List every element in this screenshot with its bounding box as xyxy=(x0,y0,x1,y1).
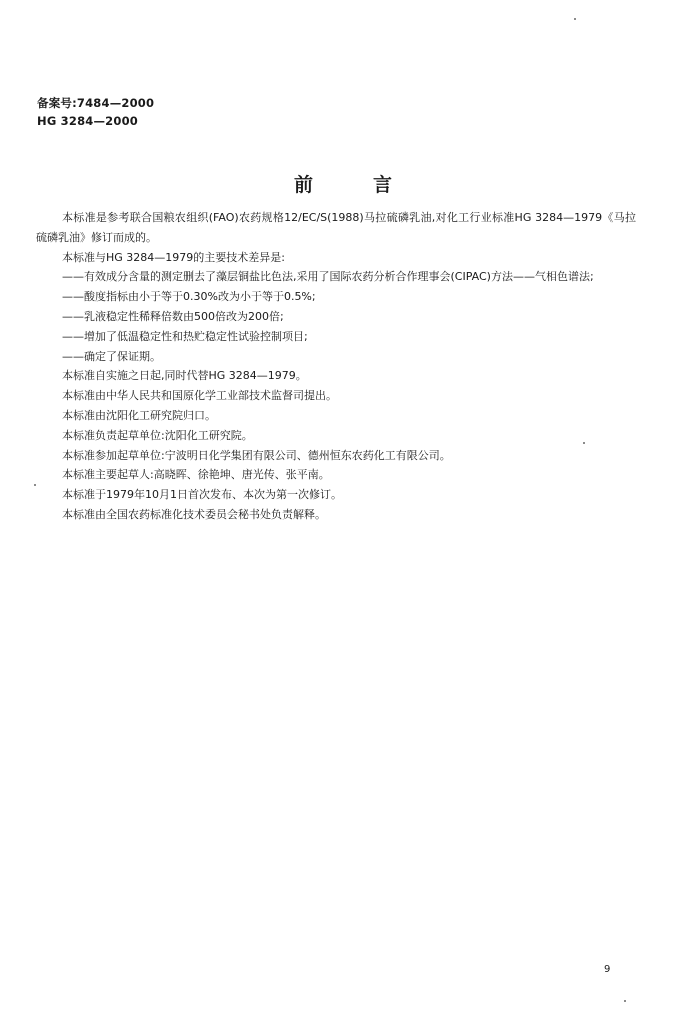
scan-speck xyxy=(574,18,576,20)
paragraph-drafting-unit: 本标准负责起草单位:沈阳化工研究院。 xyxy=(62,428,253,442)
paragraph-participating-units: 本标准参加起草单位:宁波明日化学集团有限公司、德州恒东农药化工有限公司。 xyxy=(62,448,451,462)
record-number: 备案号:7484—2000 xyxy=(37,96,155,110)
standard-code: HG 3284—2000 xyxy=(37,114,138,128)
list-item-content-method: ——有效成分含量的测定删去了藻层铜盐比色法,采用了国际农药分析合作理事会(CIPAC)方法——气相色谱法; xyxy=(62,270,594,284)
document-header xyxy=(37,94,154,130)
list-item-acidity: ——酸度指标由小于等于0.30%改为小于等于0.5%; xyxy=(62,290,316,304)
paragraph-publication-history: 本标准于1979年10月1日首次发布、本次为第一次修订。 xyxy=(62,488,342,502)
page-number: 9 xyxy=(604,964,611,975)
scan-speck xyxy=(34,484,36,486)
paragraph-replaces: 本标准自实施之日起,同时代替HG 3284—1979。 xyxy=(62,369,307,383)
scan-speck xyxy=(583,442,585,444)
list-item-stability-tests: ——增加了低温稳定性和热贮稳定性试验控制项目; xyxy=(62,329,308,343)
scan-speck xyxy=(624,1000,626,1002)
page-title: 前言 xyxy=(293,174,452,196)
paragraph-proposed-by: 本标准由中华人民共和国原化学工业部技术监督司提出。 xyxy=(62,389,337,403)
paragraph-differences-intro: 本标准与HG 3284—1979的主要技术差异是: xyxy=(62,250,285,264)
foreword-body xyxy=(36,208,636,525)
paragraph-centralized-by: 本标准由沈阳化工研究院归口。 xyxy=(62,408,216,422)
list-item-emulsion-stability: ——乳液稳定性稀释倍数由500倍改为200倍; xyxy=(62,309,284,323)
paragraph-basis: 本标准是参考联合国粮农组织(FAO)农药规格12/EC/S(1988)马拉硫磷乳油,对化工行业标准HG 3284—1979《马拉硫磷乳油》修订而成的。 xyxy=(36,211,636,244)
list-item-guarantee-period: ——确定了保证期。 xyxy=(62,349,161,363)
paragraph-drafters: 本标准主要起草人:高晓晖、徐艳坤、唐光传、张平南。 xyxy=(62,468,330,482)
paragraph-interpretation: 本标准由全国农药标准化技术委员会秘书处负责解释。 xyxy=(62,507,326,521)
